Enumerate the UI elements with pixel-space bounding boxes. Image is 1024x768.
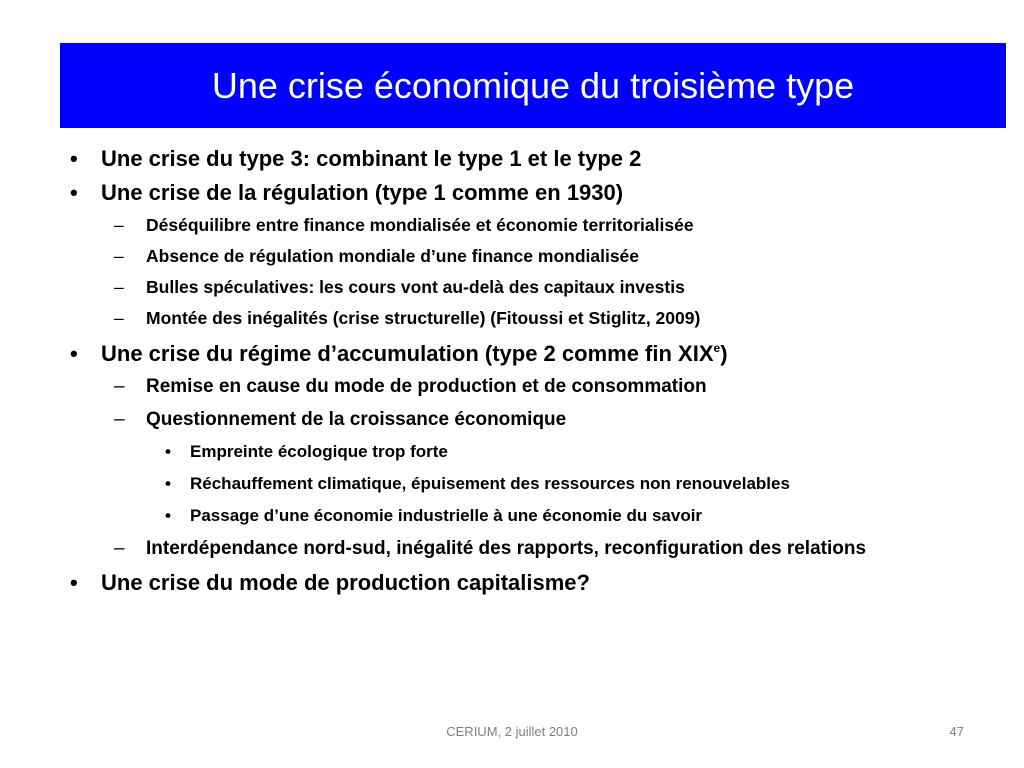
slide-title: Une crise économique du troisième type — [211, 64, 855, 106]
sub-bullet — [0, 307, 1024, 329]
sub-bullet — [0, 375, 1024, 399]
title-bar — [60, 43, 1006, 128]
superscript-e: e — [713, 341, 721, 355]
sub-bullet — [0, 537, 946, 561]
bullet-4 — [0, 570, 1024, 596]
dash-marker: – — [114, 215, 124, 235]
dash-marker: – — [114, 308, 124, 328]
dash-marker: – — [114, 246, 124, 266]
bullet-3 — [0, 341, 1024, 367]
dash-marker: – — [114, 538, 125, 559]
sub-sub-bullet — [0, 473, 1024, 494]
sub-bullet-text: Questionnement de la croissance économique — [146, 409, 567, 430]
bullet-close-paren: ) — [720, 341, 728, 366]
bullet-text: Une crise du type 3: combinant le type 1 et le type 2 — [101, 146, 642, 171]
sub-bullet-text: Déséquilibre entre finance mondialisée et économie territorialisée — [146, 215, 694, 235]
sub-sub-bullet — [0, 441, 1024, 462]
sub-bullet — [0, 214, 1024, 236]
sub-bullet-text: Interdépendance nord-sud, inégalité des rapports, reconfiguration des relations — [146, 538, 867, 559]
sub-bullet-text: Montée des inégalités (crise structurelle) (Fitoussi et Stiglitz, 2009) — [146, 308, 701, 328]
sub-bullet-text: Bulles spéculatives: les cours vont au-delà des capitaux investis — [146, 277, 685, 297]
bullet-marker: • — [70, 570, 78, 595]
sub-sub-bullet-text: Réchauffement climatique, épuisement des ressources non renouvelables — [190, 474, 790, 493]
bullet-marker: • — [70, 146, 78, 171]
bullet-1 — [0, 146, 1024, 172]
dash-marker: – — [114, 409, 125, 430]
bullet-text: Une crise du régime d’accumulation (type 2 comme fin XIX — [101, 341, 714, 366]
bullet-marker: • — [70, 341, 78, 366]
bullet-text: Une crise du mode de production capitalisme? — [101, 570, 590, 595]
sub-sub-bullet — [0, 505, 1024, 526]
sub-bullet — [0, 276, 1024, 298]
bullet-marker: • — [165, 506, 171, 525]
slide-content — [0, 146, 1024, 604]
footer-caption: CERIUM, 2 juillet 2010 — [446, 724, 578, 739]
dash-marker: – — [114, 277, 124, 297]
bullet-marker: • — [70, 180, 78, 205]
sub-bullet — [0, 245, 1024, 267]
sub-sub-bullet-text: Passage d’une économie industrielle à une économie du savoir — [190, 506, 703, 525]
bullet-2 — [0, 180, 1024, 206]
sub-sub-bullet-text: Empreinte écologique trop forte — [190, 442, 448, 461]
bullet-text: Une crise de la régulation (type 1 comme en 1930) — [101, 180, 624, 205]
bullet-marker: • — [165, 474, 171, 493]
page-number: 47 — [949, 724, 964, 739]
sub-bullet — [0, 408, 1024, 432]
dash-marker: – — [114, 376, 125, 397]
sub-bullet-text: Absence de régulation mondiale d’une finance mondialisée — [146, 246, 640, 266]
sub-bullet-text: Remise en cause du mode de production et de consommation — [146, 376, 707, 397]
bullet-marker: • — [165, 442, 171, 461]
